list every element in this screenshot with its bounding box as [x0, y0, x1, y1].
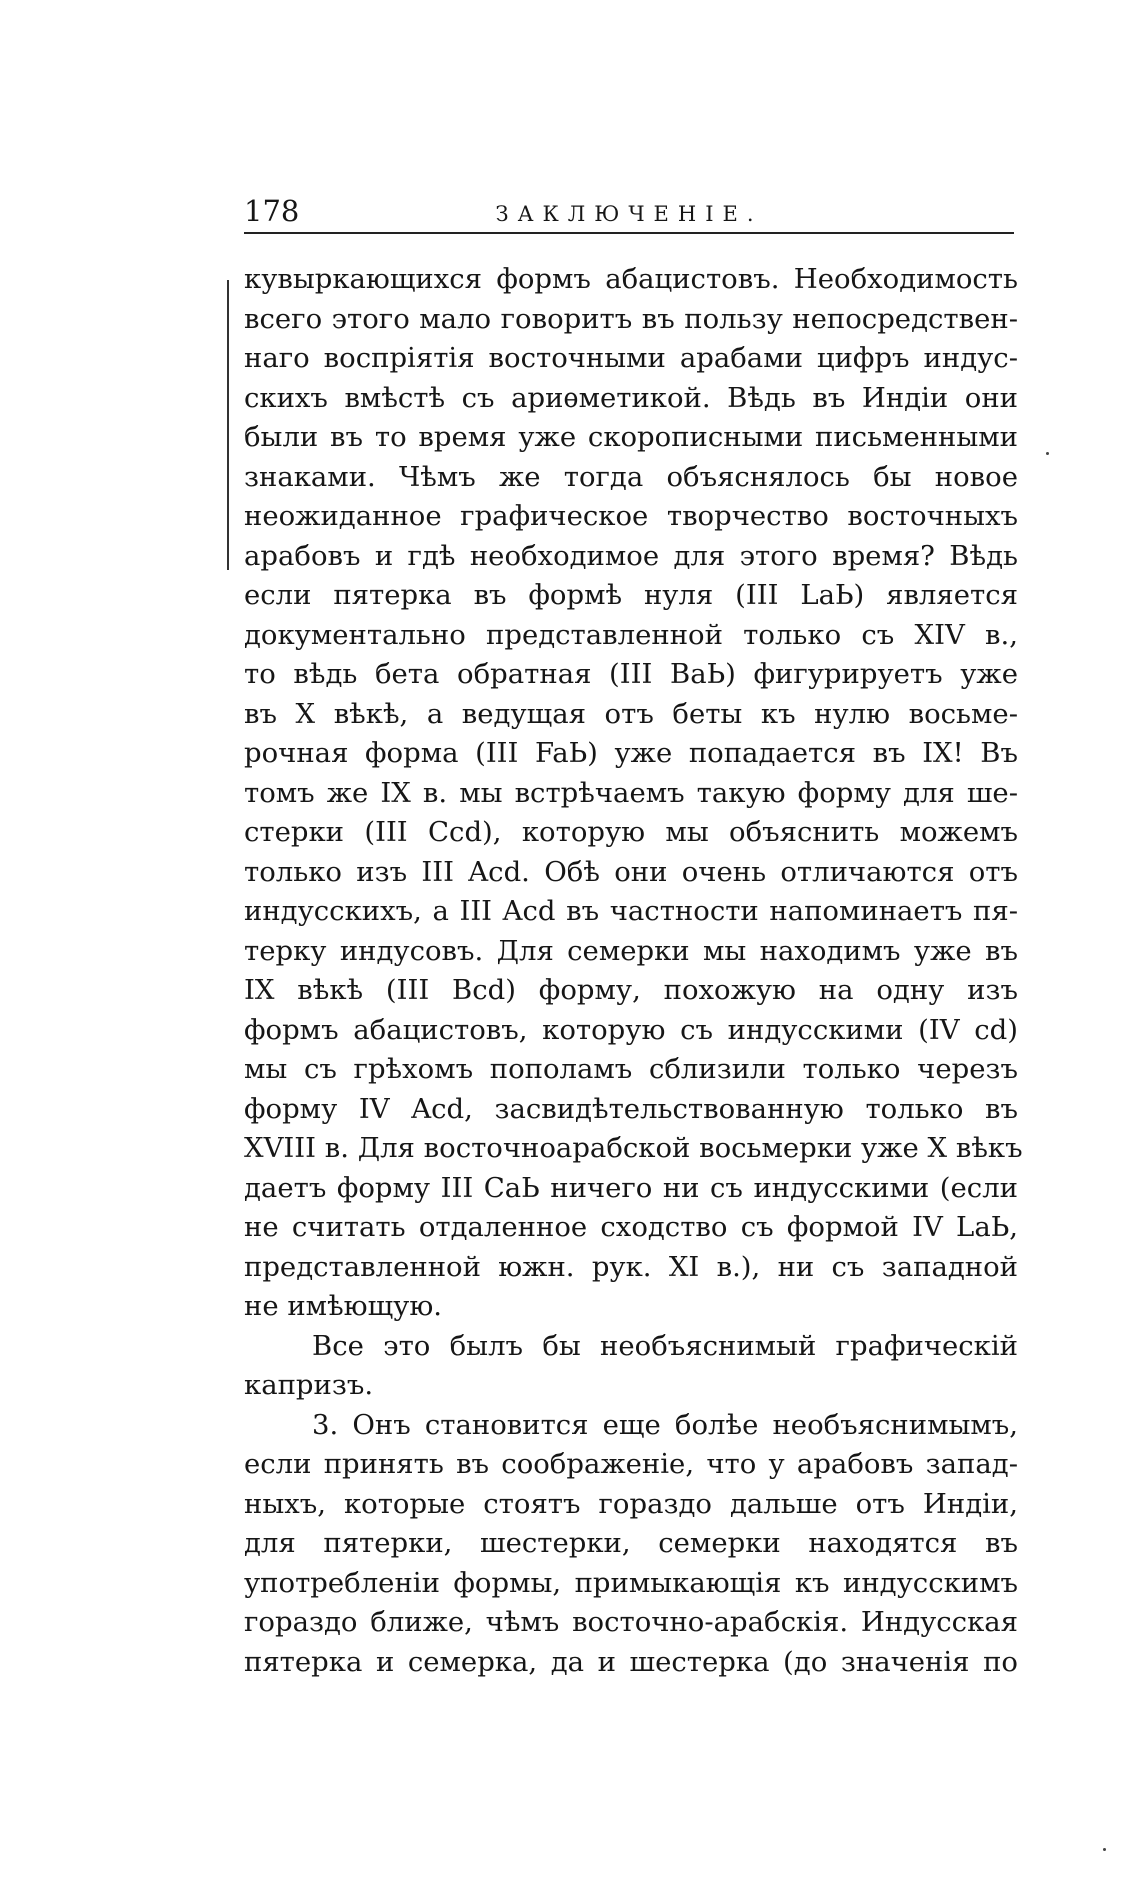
page-corner-dot-mark: [1103, 1848, 1106, 1851]
text-line: наго воспріятія восточными арабами цифръ индус-: [244, 342, 1018, 374]
header-rule: [244, 232, 1014, 234]
text-line: представленной южн. рук. XI в.), ни съ западной: [244, 1250, 1018, 1283]
text-line: только изъ III Acd. Обѣ они очень отличаются отъ: [244, 855, 1018, 888]
margin-pencil-mark: [227, 280, 229, 570]
text-line: терку индусовъ. Для семерки мы находимъ уже въ: [244, 934, 1018, 967]
text-line: IX вѣкѣ (III Bcd) форму, похожую на одну изъ: [244, 974, 1018, 1006]
text-line: индусскихъ, а III Acd въ частности напоминаетъ пя-: [244, 895, 1018, 927]
page-header: [244, 191, 1014, 231]
text-line: если принять въ соображеніе, что у арабовъ запад-: [244, 1448, 1018, 1480]
text-line: формъ абацистовъ, которую съ индусскими (IV cd): [244, 1013, 1018, 1046]
text-line: гораздо ближе, чѣмъ восточно-арабскія. Индусская: [244, 1606, 1018, 1638]
text-line: томъ же IX в. мы встрѣчаемъ такую форму для ше-: [244, 776, 1018, 809]
text-line: кувыркающихся формъ абацистовъ. Необходимость: [244, 263, 1018, 295]
text-line: рочная форма (III FaЬ) уже попадается въ IX! Въ: [244, 737, 1018, 769]
text-line: для пятерки, шестерки, семерки находятся въ: [244, 1527, 1018, 1559]
text-line: въ X вѣкѣ, а ведущая отъ беты къ нулю восьме-: [244, 697, 1018, 730]
text-line: форму IV Acd, засвидѣтельствованную только въ: [244, 1092, 1018, 1125]
text-line: мы съ грѣхомъ пополамъ сблизили только черезъ: [244, 1053, 1018, 1085]
text-line: Все это былъ бы необъяснимый графическій: [312, 1329, 1018, 1362]
text-line: если пятерка въ формѣ нуля (III LaЬ) является: [244, 579, 1018, 611]
text-line: не имѣющую.: [244, 1290, 443, 1322]
text-line: то вѣдь бета обратная (III BaЬ) фигурируетъ уже: [244, 658, 1018, 690]
running-title: ЗАКЛЮЧЕНІЕ.: [495, 202, 763, 226]
text-line: документально представленной только съ XIV в.,: [244, 618, 1018, 651]
text-line: даетъ форму III CaЬ ничего ни съ индусскими (если: [244, 1171, 1018, 1204]
text-line: капризъ.: [244, 1369, 374, 1401]
text-line: употребленіи формы, примыкающія къ индусскимъ: [244, 1566, 1018, 1599]
text-line: 3. Онъ становится еще болѣе необъяснимымъ,: [312, 1408, 1018, 1441]
page-number: 178: [244, 194, 300, 228]
text-line: XVIII в. Для восточноарабской восьмерки уже X вѣкъ: [244, 1132, 1023, 1164]
text-line: неожиданное графическое творчество восточныхъ: [244, 500, 1018, 532]
text-line: стерки (III Ccd), которую мы объяснить можемъ: [244, 816, 1018, 848]
body-text: [244, 260, 1023, 1682]
text-line: знаками. Чѣмъ же тогда объяснялось бы новое: [244, 460, 1018, 493]
text-line: не считать отдаленное сходство съ формой IV LaЬ,: [244, 1211, 1018, 1243]
text-line: пятерка и семерка, да и шестерка (до значенія по: [244, 1645, 1018, 1678]
margin-dot-mark: [1046, 452, 1049, 455]
text-line: всего этого мало говоритъ въ пользу непосредствен-: [244, 302, 1018, 335]
text-line: ныхъ, которые стоятъ гораздо дальше отъ Индіи,: [244, 1487, 1018, 1520]
text-line: скихъ вмѣстѣ съ ариѳметикой. Вѣдь въ Индіи они: [244, 381, 1018, 414]
text-line: арабовъ и гдѣ необходимое для этого время? Вѣдь: [244, 539, 1018, 572]
text-line: были въ то время уже скорописными письменными: [244, 421, 1018, 453]
